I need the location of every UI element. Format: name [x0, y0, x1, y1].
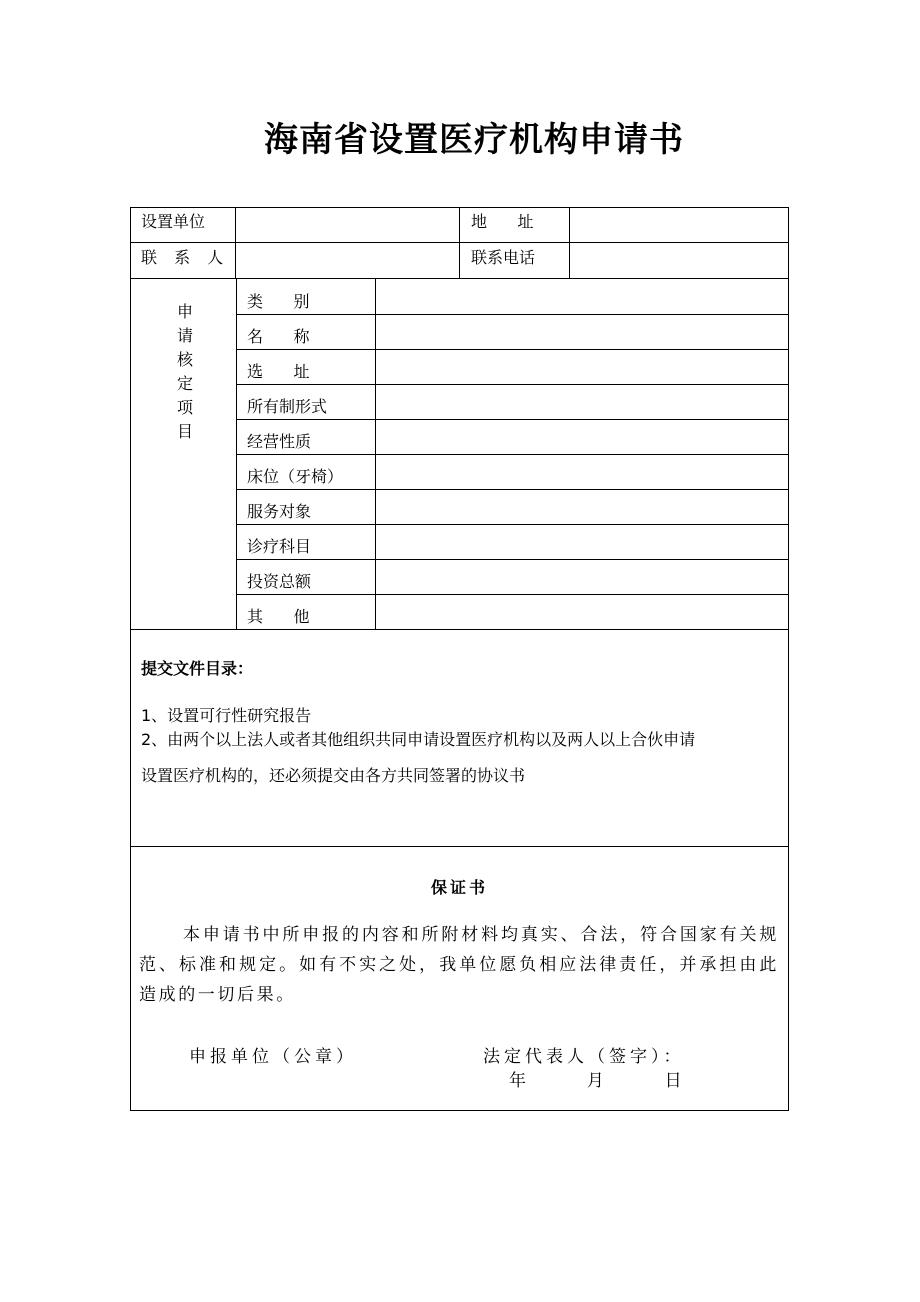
address-label: 地 址 [471, 212, 534, 231]
item-departments-label: 诊疗科目 [247, 537, 312, 556]
item-other-label: 其 他 [247, 607, 310, 626]
item-departments-field[interactable] [376, 525, 788, 559]
page-title: 海南省设置医疗机构申请书 [264, 120, 684, 160]
item-business-nature-label: 经营性质 [247, 432, 312, 451]
month-label: 月 [586, 1071, 604, 1091]
item-beds-field[interactable] [376, 455, 788, 489]
item-category-label: 类 别 [247, 292, 310, 311]
divider [131, 629, 788, 630]
item-business-nature-field[interactable] [376, 420, 788, 454]
phone-label: 联系电话 [471, 248, 536, 267]
item-ownership-field[interactable] [376, 385, 788, 419]
item-investment-label: 投资总额 [247, 572, 312, 591]
application-form [130, 207, 789, 1111]
legal-rep-signature-label: 法定代表人（签字）： [483, 1047, 685, 1067]
item-other-field[interactable] [376, 595, 788, 629]
item-category-field[interactable] [376, 279, 788, 314]
item-service-target-label: 服务对象 [247, 502, 312, 521]
unit-field[interactable] [236, 208, 459, 242]
day-label: 日 [664, 1071, 682, 1091]
item-beds-label: 床位（牙椅） [247, 467, 344, 486]
phone-field[interactable] [570, 243, 788, 278]
item-investment-field[interactable] [376, 560, 788, 594]
date-line [509, 1066, 682, 1091]
address-field[interactable] [570, 208, 788, 242]
contact-field[interactable] [236, 243, 459, 278]
item-name-field[interactable] [376, 315, 788, 349]
item-service-target-field[interactable] [376, 490, 788, 524]
divider [459, 208, 460, 278]
item-name-label: 名 称 [247, 327, 310, 346]
item-location-label: 选 址 [247, 362, 310, 381]
contact-label: 联 系 人 [141, 248, 230, 267]
documents-list [141, 704, 781, 788]
guarantee-heading: 保证书 [430, 878, 488, 897]
guarantee-body: 本申请书中所申报的内容和所附材料均真实、合法，符合国家有关规范、标准和规定。如有不实之处，我单位愿负相应法律责任，并承担由此造成的一切后果。 [139, 925, 779, 1005]
item-ownership-label: 所有制形式 [247, 397, 328, 416]
document-item-1: 1、设置可行性研究报告 [141, 706, 312, 725]
unit-seal-label: 申报单位（公章） [189, 1047, 357, 1067]
year-label: 年 [509, 1071, 526, 1091]
item-location-field[interactable] [376, 350, 788, 384]
unit-label: 设置单位 [141, 212, 206, 231]
divider [131, 846, 788, 847]
document-item-2-continued: 设置医疗机构的，还必须提交由各方共同签署的协议书 [141, 766, 526, 785]
document-item-2: 2、由两个以上法人或者其他组织共同申请设置医疗机构以及两人以上合伙申请 [141, 730, 696, 749]
documents-heading: 提交文件目录： [141, 659, 254, 678]
items-vertical-label: 申 请 核 定 项 目 [176, 302, 193, 441]
